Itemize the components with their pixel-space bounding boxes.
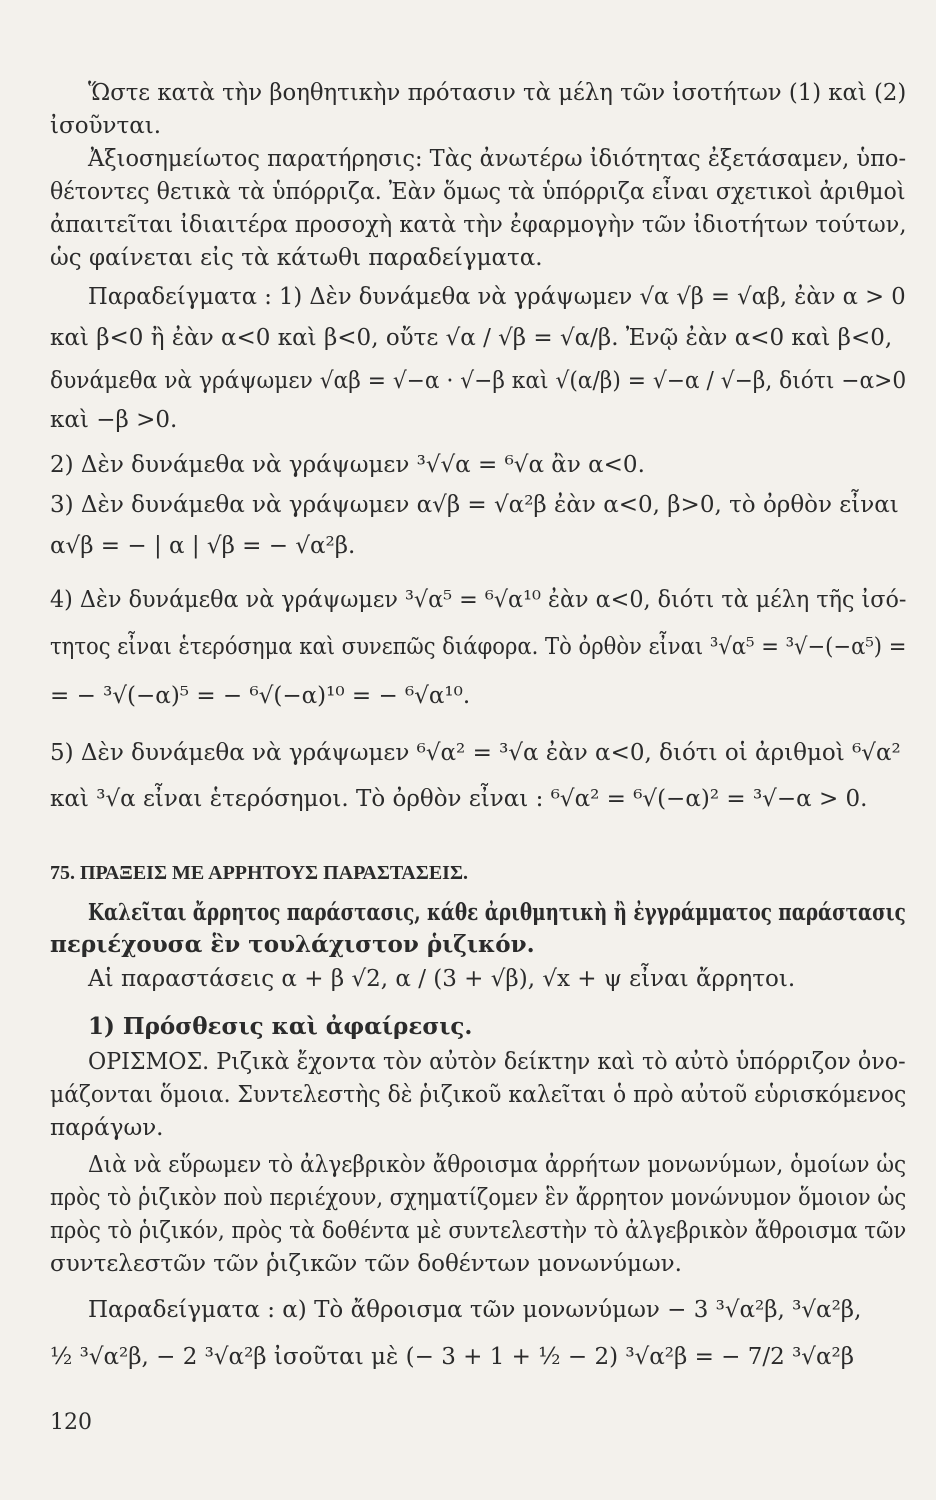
- subsection-heading: 1) Πρόσθεσις καὶ ἀφαίρεσις.: [88, 1013, 473, 1040]
- text-line: 5) Δὲν δυνάμεθα νὰ γράψωμεν ⁶√α² = ³√α ἐὰν α<0, διότι οἱ ἀριθμοὶ ⁶√α²: [50, 740, 901, 766]
- page-number: 120: [50, 1410, 92, 1435]
- text-line: καὶ β<0 ἢ ἐὰν α<0 καὶ β<0, οὔτε √α / √β = √α/β. Ἐνῷ ἐὰν α<0 καὶ β<0,: [50, 325, 893, 351]
- text-line: = − ³√(−α)⁵ = − ⁶√(−α)¹⁰ = − ⁶√α¹⁰.: [50, 683, 471, 709]
- text-line: ΟΡΙΣΜΟΣ. Ριζικὰ ἔχοντα τὸν αὐτὸν δείκτην καὶ τὸ αὐτὸ ὑπόρριζον ὀνο-: [88, 1049, 906, 1075]
- section-heading: 75. ΠΡΑΞΕΙΣ ΜΕ ΑΡΡΗΤΟΥΣ ΠΑΡΑΣΤΑΣΕΙΣ.: [50, 862, 469, 884]
- text-line: παράγων.: [50, 1115, 164, 1141]
- text-line: 3) Δὲν δυνάμεθα νὰ γράψωμεν α√β = √α²β ἐὰν α<0, β>0, τὸ ὀρθὸν εἶναι: [50, 492, 899, 518]
- text-line: καὶ ³√α εἶναι ἑτερόσημοι. Τὸ ὀρθὸν εἶναι : ⁶√α² = ⁶√(−α)² = ³√−α > 0.: [50, 786, 868, 812]
- text-line: θέτοντες θετικὰ τὰ ὑπόρριζα. Ἐὰν ὅμως τὰ ὑπόρριζα εἶναι σχετικοὶ ἀριθμοὶ: [50, 179, 906, 205]
- definition-text: περιέχουσα ἓν τουλάχιστον ῥιζικόν.: [50, 931, 535, 958]
- text-line: μάζονται ὅμοια. Συντελεστὴς δὲ ῥιζικοῦ καλεῖται ὁ πρὸ αὐτοῦ εὑρισκόμενος: [50, 1082, 907, 1108]
- text-line: Παραδείγματα : 1) Δὲν δυνάμεθα νὰ γράψωμεν √α √β = √αβ, ἐὰν α > 0: [88, 284, 906, 310]
- text-line: Διὰ νὰ εὕρωμεν τὸ ἀλγεβρικὸν ἄθροισμα ἀρρήτων μονωνύμων, ὁμοίων ὡς: [88, 1152, 907, 1178]
- text-line: πρὸς τὸ ῥιζικόν, πρὸς τὰ δοθέντα μὲ συντελεστὴν τὸ ἀλγεβρικὸν ἄθροισμα τῶν: [50, 1218, 907, 1244]
- text-line: ἀπαιτεῖται ἰδιαιτέρα προσοχὴ κατὰ τὴν ἐφαρμογὴν τῶν ἰδιοτήτων τούτων,: [50, 212, 907, 238]
- text-line: Παραδείγματα : α) Τὸ ἄθροισμα τῶν μονωνύμων − 3 ³√α²β, ³√α²β,: [88, 1297, 862, 1323]
- text-line: 4) Δὲν δυνάμεθα νὰ γράψωμεν ³√α⁵ = ⁶√α¹⁰ ἐὰν α<0, διότι τὰ μέλη τῆς ἰσό-: [50, 587, 907, 613]
- definition-text: Καλεῖται ἄρρητος παράστασις, κάθε ἀριθμητικὴ ἢ ἐγγράμματος παράστασις: [88, 899, 906, 926]
- text-line: δυνάμεθα νὰ γράψωμεν √αβ = √−α · √−β καὶ √(α/β) = √−α / √−β, διότι −α>0: [50, 368, 907, 394]
- text-line: ἰσοῦνται.: [50, 113, 162, 139]
- text-line: πρὸς τὸ ῥιζικὸν ποὺ περιέχουν, σχηματίζομεν ἓν ἄρρητον μονώνυμον ὅμοιον ὡς: [50, 1185, 907, 1211]
- text-line: α√β = − | α | √β = − √α²β.: [50, 533, 356, 559]
- text-line: τητος εἶναι ἑτερόσημα καὶ συνεπῶς διάφορα. Τὸ ὀρθὸν εἶναι ³√α⁵ = ³√−(−α⁵) =: [50, 634, 907, 660]
- text-line: καὶ −β >0.: [50, 407, 178, 433]
- text-line: 2) Δὲν δυνάμεθα νὰ γράψωμεν ³√√α = ⁶√α ἂν α<0.: [50, 452, 645, 478]
- text-line: ὡς φαίνεται εἰς τὰ κάτωθι παραδείγματα.: [50, 245, 543, 271]
- text-line: Ἀξιοσημείωτος παρατήρησις: Τὰς ἀνωτέρω ἰδιότητας ἐξετάσαμεν, ὑπο-: [88, 146, 907, 172]
- text-line: ½ ³√α²β, − 2 ³√α²β ἰσοῦται μὲ (− 3 + 1 + ½ − 2) ³√α²β = − 7/2 ³√α²β: [50, 1344, 855, 1370]
- text-line: Ὥστε κατὰ τὴν βοηθητικὴν πρότασιν τὰ μέλη τῶν ἰσοτήτων (1) καὶ (2): [88, 80, 907, 106]
- text-line: συντελεστῶν τῶν ῥιζικῶν τῶν δοθέντων μονωνύμων.: [50, 1251, 682, 1277]
- text-line: Αἱ παραστάσεις α + β √2, α / (3 + √β), √x + ψ εἶναι ἄρρητοι.: [88, 966, 796, 992]
